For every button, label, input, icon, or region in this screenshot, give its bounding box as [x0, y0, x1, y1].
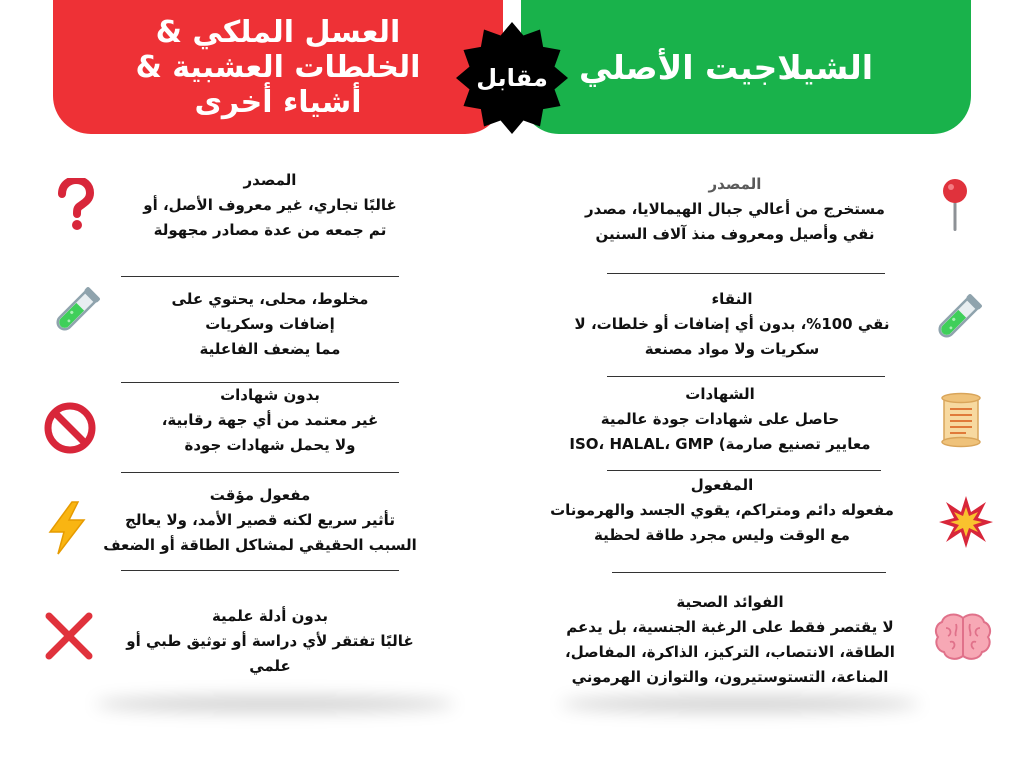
- left-item-line: تأثير سريع لكنه قصير الأمد، ولا يعالج: [125, 511, 395, 529]
- test-tube-icon: [930, 290, 986, 346]
- left-item-heading: المصدر: [243, 171, 297, 189]
- question-icon: [56, 178, 96, 232]
- left-item-effect: [88, 483, 432, 558]
- collision-icon: [938, 494, 994, 550]
- right-divider: [607, 470, 881, 471]
- left-banner-title: العسل الملكي & الخلطات العشبية & أشياء أخرى: [135, 14, 421, 120]
- vs-label: مقابل: [476, 64, 548, 92]
- right-item-heading: الفوائد الصحية: [676, 593, 784, 611]
- right-item-line: نقي 100%، بدون أي إضافات أو خلطات، لا: [574, 315, 890, 333]
- right-item-certificates: [545, 382, 895, 457]
- right-item-line: نقي وأصيل ومعروف منذ آلاف السنين: [595, 225, 875, 243]
- right-item-line: سكريات ولا مواد مصنعة: [644, 340, 820, 358]
- right-item-line: حاصل على شهادات جودة عالمية: [600, 410, 840, 428]
- left-item-heading: مفعول مؤقت: [209, 486, 311, 504]
- left-item-evidence: [110, 604, 430, 679]
- left-item-heading: بدون أدلة علمية: [211, 607, 329, 625]
- right-banner: [521, 0, 971, 134]
- right-item-line: مفعوله دائم ومتراكم، يقوي الجسد والهرمونات: [550, 501, 894, 519]
- left-divider: [121, 276, 399, 277]
- left-item-line: ولا يحمل شهادات جودة: [184, 436, 356, 454]
- right-divider: [607, 273, 885, 274]
- right-divider: [607, 376, 885, 377]
- right-item-heading: الشهادات: [685, 385, 755, 403]
- right-item-heading: المصدر: [708, 175, 762, 193]
- right-item-line: معايير تصنيع صارمة) ISO، HALAL، GMP: [569, 435, 871, 453]
- left-item-line: إضافات وسكريات: [205, 315, 335, 333]
- left-item-line: مما يضعف الفاعلية: [199, 340, 341, 358]
- left-item-line: غالبًا تجاري، غير معروف الأصل، أو: [143, 196, 397, 214]
- right-item-line: المناعة، التستوستيرون، والتوازن الهرموني: [571, 668, 889, 686]
- right-item-effect: [532, 473, 912, 548]
- left-item-line: السبب الحقيقي لمشاكل الطاقة أو الضعف: [103, 536, 417, 554]
- right-item-purity: [552, 287, 912, 362]
- left-item-heading: بدون شهادات: [220, 386, 320, 404]
- scroll-icon: [934, 392, 988, 448]
- right-item-line: مستخرج من أعالي جبال الهيمالايا، مصدر: [585, 200, 885, 218]
- right-divider: [612, 572, 886, 573]
- right-item-heading: النقاء: [711, 290, 753, 308]
- left-item-line: غالبًا تفتقر لأي دراسة أو توثيق طبي أو: [126, 632, 414, 650]
- left-card-shadow: [95, 696, 455, 712]
- left-item-line: غير معتمد من أي جهة رقابية،: [161, 411, 379, 429]
- left-item-line: تم جمعه من عدة مصادر مجهولة: [153, 221, 387, 239]
- left-item-certificates: [120, 383, 420, 458]
- left-banner: [53, 0, 503, 134]
- right-item-source: [560, 172, 910, 247]
- cross-mark-icon: [44, 611, 94, 661]
- test-tube-icon: [48, 283, 104, 339]
- left-item-purity: [120, 287, 420, 362]
- left-item-line: علمي: [249, 657, 291, 675]
- prohibited-icon: [43, 401, 97, 455]
- right-item-line: مع الوقت وليس مجرد طاقة لحظية: [594, 526, 850, 544]
- right-item-benefits: [540, 590, 920, 690]
- right-item-heading: المفعول: [690, 476, 754, 494]
- left-divider: [121, 472, 399, 473]
- pushpin-icon: [940, 177, 970, 235]
- right-item-line: لا يقتصر فقط على الرغبة الجنسية، بل يدعم: [566, 618, 894, 636]
- lightning-icon: [44, 500, 90, 556]
- brain-icon: [934, 612, 992, 662]
- right-banner-title: الشيلاجيت الأصلي: [578, 47, 874, 87]
- left-item-line: مخلوط، محلى، يحتوي على: [171, 290, 369, 308]
- right-card-shadow: [560, 696, 920, 712]
- right-item-line: الطاقة، الانتصاب، التركيز، الذاكرة، المفاصل،: [565, 643, 895, 661]
- left-divider: [121, 570, 399, 571]
- vs-badge: [454, 20, 570, 136]
- left-item-source: [120, 168, 420, 243]
